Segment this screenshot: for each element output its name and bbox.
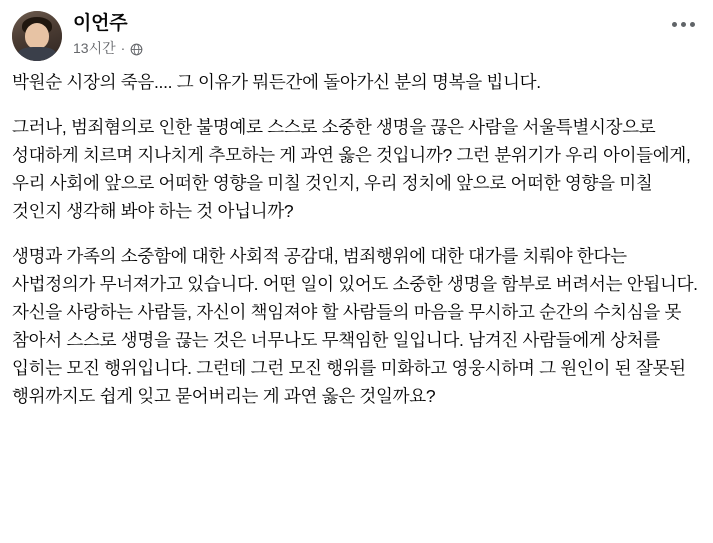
- post-paragraph: 박원순 시장의 죽음.... 그 이유가 뭐든간에 돌아가신 분의 명복을 빕니다.: [12, 72, 541, 92]
- more-options-icon[interactable]: [672, 22, 695, 27]
- avatar-body: [18, 47, 56, 61]
- dot-1: [672, 22, 677, 27]
- post-header: [0, 0, 713, 62]
- avatar[interactable]: [12, 11, 62, 61]
- post-timestamp[interactable]: 13시간: [73, 40, 116, 56]
- avatar-face: [25, 23, 49, 49]
- post-body: [0, 62, 713, 410]
- globe-icon[interactable]: [130, 43, 143, 56]
- post-header-text: [73, 10, 143, 57]
- author-name[interactable]: 이언주: [73, 13, 128, 34]
- dot-3: [690, 22, 695, 27]
- post-paragraph: 그러나, 범죄혐의로 인한 불명예로 스스로 소중한 생명을 끊은 사람을 서울특별시장으로 성대하게 치르며 지나치게 추모하는 게 과연 옳은 것입니까? 그런 분위기가 우리 아이들에게, 우리 사회에 앞으로 어떠한 영향을 미칠 것인지, 우리 정치에 앞으로 어떠한 영향을 미칠 것인지 생각해 봐야 하는 것 아닙니까?: [12, 117, 691, 221]
- post-meta: [73, 40, 143, 57]
- post-paragraph: 생명과 가족의 소중함에 대한 사회적 공감대, 범죄행위에 대한 대가를 치뤄야 한다는 사법정의가 무너져가고 있습니다. 어떤 일이 있어도 소중한 생명을 함부로 버려서는 안됩니다. 자신을 사랑하는 사람들, 자신이 책임져야 할 사람들의 마음을 무시하고 순간의 수치심을 못 참아서 스스로 생명을 끊는 것은 너무나도 무책임한 일입니다. 남겨진 사람들에게 상처를 입히는 모진 행위입니다. 그런데 그런 모진 행위를 미화하고 영웅시하며 그 원인이 된 잘못된 행위까지도 쉽게 잊고 묻어버리는 게 과연 옳은 것일까요?: [12, 246, 698, 406]
- dot-2: [681, 22, 686, 27]
- meta-separator: ·: [120, 40, 126, 56]
